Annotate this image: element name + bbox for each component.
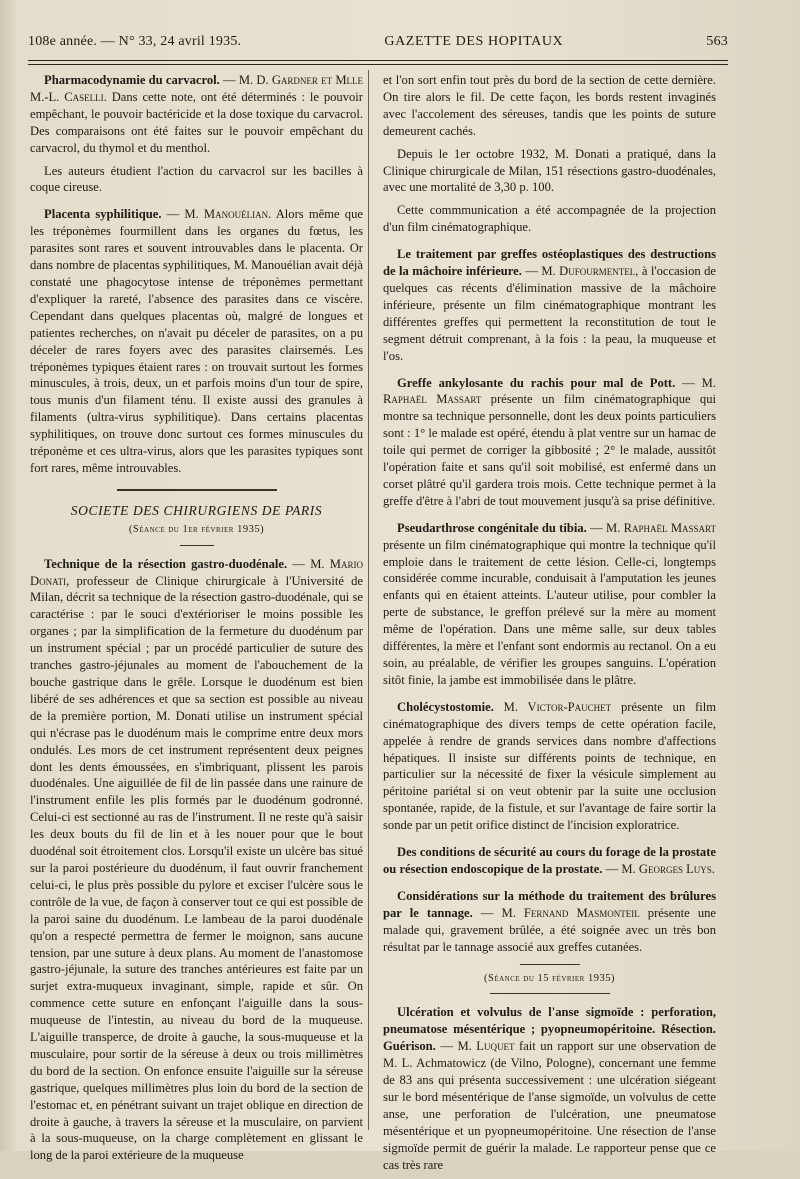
article-sigmoide: Ulcération et volvulus de l'anse sigmoïde : perforation, pneumatose mésentérique ; pyopneumopéritoine. Résection. Guérison. — M. Luquet fait un rapport sur une observation de M. L. Achmatowicz (de Vilno, Pologne), concernant une femme de 83 ans qui présenta successivement : une ulcération siégeant sur le bord mésentérique de l'anse sigmoïde, un volvulus de cette anse, une perforation de l'ulcération, une pneumatose mésentérique et un pyopneumopéritoine. Une résection de l'anse sigmoïde permit de guérir la malade. Le rapporteur pense que ce cas très rare — [383, 1005, 717, 1172]
issue-line: 108e année. — N° 33, 24 avril 1935. — [28, 34, 242, 49]
article-title: Ulcération et volvulus de l'anse sigmoïde : perforation, pneumatose mésentérique ; pyopneumopéritoine. Résection. Guérison. — [383, 1005, 716, 1054]
article-title: Technique de la résection gastro-duodénale. — [44, 556, 288, 571]
article-text: présente un film cinématographique qui montre sa technique personnelle, dont les deux points particuliers sont : 1° le malade est opéré, étendu à plat ventre sur un hamac de toile qui permet de corriger la gibbosité ; 2° le malade, aussitôt l'opération faite et sans qu'il soit mobilisé, est enfermé dans un corset plâtré qu'il gardera trois mois. Cette technique permet à la greffe d'être à l'abri de tout mouvement jusqu'à sa prise définitive. — [383, 392, 716, 508]
article-placenta: Placenta syphilitique. — M. Manouélian. Alors même que les tréponèmes fourmillent dans les organes du fœtus, les parasites sont rares et souvent introuvables dans le placenta. Or dans nombre de placentas syphilitiques, M. Manouélian avait déjà constaté une phagocytose intense de tréponèmes permettant d'expliquer la rareté, l'absence des parasites dans ce viscère. Cependant dans quelques placentas où, malgré de longues et patientes recherches, on n'avait pu déceler de parasites, on a pu déceler de rares foyers avec des parasites clairsemés. Les tréponèmes typiques étaient rares : on trouvait surtout les formes minuscules, à trois, deux, un et parfois moins d'un tour de spire, tous munis d'un filament ténu. Il existe aussi des granules à filaments (ultra-virus syphilitique). Dans certains placentas syphilitiques, on trouve donc surtout ces formes minuscules du tréponème et ces ultra-virus, alors que les parasites typiques sont fort rares, même introuvables. — [30, 207, 363, 475]
article-author: M. D. Gardner et Mlle M.-L. Caselli. — [30, 73, 364, 104]
article-text: présente un film cinématographique qui montre la technique qu'il emploie dans le traitement de cette lésion. Celle-ci, longtemps considérée comme incurable, conduisait à l'amputation les jeunes enfants qui en étaient atteints. L'auteur utilise, pour combler la perte de substance, le greffon prélevé sur la mère au moment même de l'opération. Dans une même salle, sur deux tables différentes, la mère et l'enfant sont endormis au rectanol. On a eu soin, au préalable, de vérifier les groupes sanguins. L'opération sitôt finie, la jambe est immobilisée dans le plâtre. — [383, 537, 716, 687]
article-resection: Technique de la résection gastro-duodénale. — M. Mario Donati, professeur de Clinique chirurgicale à l'Université de Milan, décrit sa technique de la résection gastro-duodénale, qui se caractérise : par le souci d'extérioriser le moins possible les organes ; par la simplification de la fermeture du duodénum par un instrument spécial ; par un procédé particulier de suture des tranches gastro-jéjunales au moment de l'abouchement de la bouche gastrique dans le grêle. Lorsque le duodénum est bien libéré de ses adhérences et que sa section est possible au niveau de la première portion, M. Donati utilise un instrument spécial qui n'écrase pas le duodénum mais le comprime entre deux mors ondulés. Les mors de cet instrument représentent deux peignes dont les dents émoussées, en s'imbriquant, plissent les parois duodénales. Une aiguillée de fil de lin passée dans une rainure de l'instrument enfile les plis formés par le duodénum godronné. Celui-ci est sectionné au ras de l'instrument. Il ne reste qu'à saisir les deux bouts du fil de lin et à les nouer pour que le bout duodénal soit étroitement clos. Lorsqu'il existe un ulcère bas situé sur la paroi postérieure du duodénum, il faut ouvrir franchement celui-ci, le plus près possible du pylore et exciser l'ulcère sous le contrôle de la vue, de façon à conserver tout ce qui est possible de la paroi saine du duodénum. Le lambeau de la paroi duodénale qu'on a respecté permettra de fermer le moignon, sans aucune tension, par une suture à deux plans. Au moment de l'anastomose gastro-jéjunale, la suture des tranches antérieures est faite par un surjet extra-muqueux invaginant, simple, rapide et sûr. On commence cette suture en enfonçant l'aiguille dans la sous-muqueuse de l'intestin, au niveau du bord de la muqueuse. L'aiguille transperce, de droite à gauche, la sous-muqueuse et la musculaire, pour sortir de la séreuse à deux ou trois millimètres du bord de la section. On enfonce ensuite l'aiguille sur la séreuse gastrique, quelques millimètres plus loin du bord de la section de l'estomac et, en pénétrant suivant un trajet oblique en direction de droite à gauche, à travers la séreuse et la musculaire, on parvient à la sous-muqueuse, on la charge complètement en glissant le long de la paroi extérieure de la muqueuse — [30, 556, 363, 1163]
article-paragraph: Depuis le 1er octobre 1932, M. Donati a pratiqué, dans la Clinique chirurgicale de Milan, 151 résections gastro-duodénales, avec une mortalité de 3,30 p. 100. — [383, 146, 716, 195]
section-separator — [117, 489, 277, 491]
article-title: Considérations sur la méthode du traitement des brûlures par le tannage. — [383, 888, 716, 920]
article-title: Placenta syphilitique. — [44, 207, 162, 222]
article-carvacrol: Pharmacodynamie du carvacrol. — M. D. Gardner et Mlle M.-L. Caselli. Dans cette note, ont été déterminés : le pouvoir empêchant, le pouvoir bactéricide et la dose toxique du carvacrol. Des comparaisons ont été faites sur le pouvoir empêchant du carvacrol, du thymol et du menthol. — [30, 73, 364, 155]
right-column — [383, 72, 716, 1179]
article-author: M. Luquet — [457, 1039, 515, 1054]
article-text: présente un film cinématographique des divers temps de cette opération facile, appelée à rendre de grands services dans nombre d'affections hépatiques. Il insiste sur différents points de technique, en particulier sur la nécessité de fixer la vésicule simplement au péritoine pariétal si on veut obtenir par la suite une occlusion spontanée, rapide, de la fistule, et sur l'avantage de faire sortir la sonde par un petit orifice distinct de l'incision exploratrice. — [383, 699, 716, 833]
article-text: Dans cette note, ont été déterminés : le pouvoir empêchant, le pouvoir bactéricide et la dose toxique du carvacrol. Des comparaisons ont été faites sur le pouvoir empêchant du carvacrol, du thymol et du menthol. — [30, 89, 363, 155]
article-prostate: Des conditions de sécurité au cours du forage de la prostate ou résection endoscopique de la prostate. — M. Georges Luys. — [383, 845, 716, 876]
article-author: M. Mario Donati, — [30, 556, 363, 588]
page-number: 563 — [706, 34, 728, 49]
article-author: M. Georges Luys. — [621, 861, 715, 876]
article-title: Pseudarthrose congénitale du tibia. — [397, 520, 587, 535]
article-author: M. Victor-Pauchet — [503, 699, 612, 714]
article-title: Des conditions de sécurité au cours du forage de la prostate ou résection endoscopique de la prostate. — [383, 845, 716, 876]
header-rule — [28, 60, 728, 65]
article-pott: Greffe ankylosante du rachis pour mal de Pott. — M. Raphaël Massart présente un film cinématographique qui montre sa technique personnelle, dont les deux points particuliers sont : 1° le malade est opéré, étendu à plat ventre sur un hamac de toile qui permet de corriger la gibbosité ; 2° le malade, aussitôt l'opération faite et sans qu'il soit mobilisé, est enfermé dans un corset plâtré qu'il gardera trois mois. Cette technique permet à la greffe d'être à l'abri de tout mouvement jusqu'à sa prise définitive. — [383, 375, 717, 508]
article-title: Pharmacodynamie du carvacrol. — [44, 73, 220, 87]
seance-separator — [180, 545, 214, 546]
journal-title: GAZETTE DES HOPITAUX — [384, 34, 564, 49]
article-tibia: Pseudarthrose congénitale du tibia. — M. Raphaël Massart présente un film cinématographique qui montre la technique qu'il emploie dans le traitement de cette lésion. Celle-ci, longtemps considérée comme incurable, conduisait à l'amputation les jeunes enfants qui en étaient atteints. L'auteur utilise, pour combler la perte de substance, le greffon prélevé sur la mère au moment même de l'opération. Dans une même salle, sur deux tables différentes, la mère et l'enfant sont endormis au rectanol. On a eu soin, au préalable, de vérifier les groupes sanguins. L'opération sitôt finie, la jambe est immobilisée dans le plâtre. — [383, 520, 716, 687]
seance-separator — [490, 993, 610, 994]
article-title: Le traitement par greffes ostéoplastiques des destructions de la mâchoire inférieure. — [383, 247, 716, 279]
article-text: présente une malade qui, gravement brûlée, a été soignée avec un très bon résultat par le tannage associé aux greffes cutanées. — [383, 905, 716, 954]
article-machoire: Le traitement par greffes ostéoplastiques des destructions de la mâchoire inférieure. — M. Dufourmentel, à l'occasion de quelques cas récents d'élimination massive de la mâchoire inférieure, présente un film cinématographique montrant les différentes greffes qui permettent la reconstitution de tout le segment détruit comprenant, à la fois : la peau, la muqueuse et l'os. — [383, 247, 716, 363]
article-text: Alors même que les tréponèmes fourmillent dans les organes du fœtus, les parasites sont rares et souvent introuvables dans le placenta. Or dans nombre de placentas syphilitiques, M. Manouélian avait déjà constaté une phagocytose intense de tréponèmes permettant d'expliquer la rareté, l'absence des parasites dans ce viscère. Cependant dans quelques placentas où, malgré de longues et patientes recherches, on n'avait pu déceler de parasites, on a pu déceler de rares foyers avec des parasites clairsemés. Les tréponèmes typiques étaient rares : on trouvait surtout les formes minuscules, à trois, deux, un et parfois moins d'un tour de spire, tous munis d'un filament ténu. Il existe aussi des granules à filaments (ultra-virus syphilitique). Dans certains placentas syphilitiques, on trouve donc surtout ces formes minuscules du tréponème et ces ultra-virus, alors que les parasites typiques sont fort rares, même introuvables. — [30, 207, 363, 475]
article-author: M. Dufourmentel, — [541, 264, 639, 279]
article-continuation: et l'on sort enfin tout près du bord de la section de cette dernière. On tire alors le fil. De cette façon, les bords restent invaginés avec l'accolement des séreuses, tandis que les points de suture demeurent cachés. — [383, 73, 716, 138]
article-author: M. Raphaël Massart — [606, 520, 716, 535]
article-paragraph: Cette commmunication a été accompagnée de la projection d'un film cinématographique. — [383, 203, 716, 235]
column-divider — [368, 70, 369, 1130]
article-cholecystostomie — [383, 699, 716, 834]
seance-date: (Séance du 1er février 1935) — [128, 523, 265, 535]
page-header — [28, 34, 728, 58]
article-text: fait un rapport sur une observation de M. L. Achmatowicz (de Vilno, Pologne), concernant une femme de 83 ans qui présenta successivement : une ulcération siégeant sur le bord mésentérique de l'anse sigmoïde, un volvulus de cette anse, une perforation de l'ulcération, une pneumatose mésentérique et un pyopneumopéritoine. Une résection de l'anse sigmoïde permit de guérir la malade. Le rapporteur pense que ce cas très rare — [383, 1039, 717, 1172]
article-author: M. Manouélian. — [184, 207, 272, 222]
article-text: professeur de Clinique chirurgicale à l'Université de Milan, décrit sa technique de la résection gastro-duodénale, qui se caractérise : par le souci d'extérioriser le moins possible les organes ; par la simplification de la fermeture du duodénum par un instrument spécial ; par un procédé particulier de suture des tranches gastro-jéjunales au moment de l'abouchement de la bouche gastrique dans le grêle. Lorsque le duodénum est bien libéré de ses adhérences et que sa section est possible au niveau de la première portion, M. Donati utilise un instrument spécial qui n'écrase pas le duodénum mais le comprime entre deux mors ondulés. Les mors de cet instrument représentent deux peignes dont les dents émoussées, en s'imbriquant, plissent les parois duodénales. Une aiguillée de fil de lin passée dans une rainure de l'instrument enfile les plis formés par le duodénum godronné. Celui-ci est sectionné au ras de l'instrument. Il ne reste qu'à saisir les deux bouts du fil de lin et à les nouer pour que le bout duodénal soit étroitement clos. Lorsqu'il existe un ulcère bas situé sur la paroi postérieure du duodénum, il faut ouvrir franchement celui-ci, le plus près possible du pylore et exciser l'ulcère sous le contrôle de la vue, de façon à conserver tout ce qui est possible de la paroi saine du duodénum. Le lambeau de la paroi duodénale qu'on a respecté permettra de fermer le moignon, sans aucune tension, par une suture à deux plans. Au moment de l'anastomose gastro-jéjunale, la suture des tranches antérieures est faite par un surjet extra-muqueux invaginant, simple, rapide et sûr. On commence cette suture en enfonçant l'aiguille dans la sous-muqueuse de l'intestin, au niveau du bord de la muqueuse. L'aiguille transperce, de droite à gauche, la sous-muqueuse et la musculaire, pour sortir de la séreuse à deux ou trois millimètres du bord de la section. On enfonce ensuite l'aiguille sur la séreuse gastrique, quelques millimètres plus loin du bord de la section de l'estomac et, en pénétrant suivant un trajet oblique en direction de droite à gauche, à travers la séreuse et la musculaire, on parvient à la sous-muqueuse, on la charge complètement en glissant le long de la paroi extérieure de la muqueuse — [30, 573, 363, 1163]
article-brulures: Considérations sur la méthode du traitement des brûlures par le tannage. — M. Fernand Masmonteil présente une malade qui, gravement brûlée, a été soignée avec un très bon résultat par le tannage associé aux greffes cutanées. — [383, 888, 716, 954]
seance-date: (Séance du 15 février 1935) — [484, 972, 615, 984]
article-paragraph: Les auteurs étudient l'action du carvacrol sur les bacilles à coque cireuse. — [30, 163, 363, 195]
seance-separator — [520, 964, 580, 965]
article-title: Cholécystostomie. — [397, 699, 494, 714]
article-text: à l'occasion de quelques cas récents d'élimination massive de la mâchoire inférieure, présente un film cinématographique montrant les différentes greffes qui permettent la reconstitution de tout le segment détruit comprenant, à la fois : la peau, la muqueuse et l'os. — [383, 264, 716, 363]
society-title: SOCIETE DES CHIRURGIENS DE PARIS — [70, 502, 323, 518]
article-title: Greffe ankylosante du rachis pour mal de Pott. — [397, 375, 676, 390]
article-author: M. Raphaël Massart — [383, 375, 717, 407]
left-column — [30, 72, 363, 1170]
article-author: M. Fernand Masmonteil — [501, 905, 640, 920]
